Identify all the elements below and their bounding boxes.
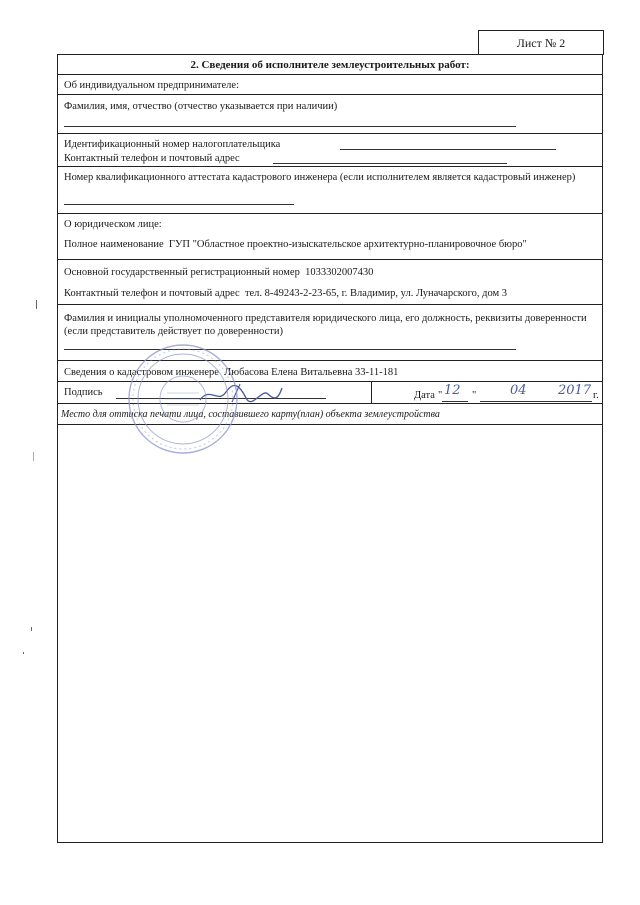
scan-mark [31,627,32,631]
legal-name-row [58,214,602,260]
engineer-value: Любасова Елена Витальевна 33-11-181 [224,367,399,378]
date-quote-close: " [472,390,477,401]
date-label: Дата [414,390,435,401]
section-title: 2. Сведения об исполнителе землеустроительных работ: [190,59,470,71]
section-title-row [58,55,602,75]
legal-ogrn-row [58,260,602,305]
legal-ogrn [64,266,373,279]
individual-contact-label: Контактный телефон и почтовый адрес [64,153,240,164]
sheet-number: Лист № 2 [478,30,604,55]
legal-full-name-value: ГУП "Областное проектно-изыскательское архитектурно-планировочное бюро" [168,239,527,250]
representative-label: Фамилия и инициалы уполномоченного представителя юридического лица, его должность, реквизиты доверенности (если представитель действует по доверенности) [64,313,587,337]
fio-field-line [64,126,516,127]
fio-label: Фамилия, имя, отчество (отчество указывается при наличии) [64,101,338,112]
date-month-value: 04 [510,383,527,398]
ogrn-value: 1033302007430 [305,267,374,278]
individual-heading-row [58,75,602,95]
signature-date-divider [371,382,372,404]
individual-heading: Об индивидуальном предпринимателе: [64,80,239,91]
inn-label: Идентификационный номер налогоплательщика [64,139,281,150]
certificate-label: Номер квалификационного аттестата кадастрового инженера (если исполнителем является кадастровый инженер) [64,172,576,183]
date-year-value: 2017 [558,383,592,398]
date-year-suffix: г. [593,390,599,401]
legal-full-name-label: Полное наименование [64,239,164,250]
date-day-line [442,401,468,402]
legal-contact-value: тел. 8-49243-2-23-65, г. Владимир, ул. Луначарского, дом 3 [244,288,508,299]
scan-mark [36,300,37,309]
date-month-year-line [480,401,592,402]
legal-contact-label: Контактный телефон и почтовый адрес [64,288,240,299]
signature-label: Подпись [64,387,103,398]
ogrn-label: Основной государственный регистрационный номер [64,267,300,278]
inn-contact-row [58,134,602,167]
date-quote-open: " [438,390,443,401]
legal-heading: О юридическом лице: [64,219,162,230]
legal-contact [64,287,507,300]
engineer-label: Сведения о кадастровом инженере [64,367,219,378]
scan-mark [23,652,24,654]
date-day-value: 12 [444,383,461,398]
individual-contact-field-line [273,163,507,164]
scan-mark [33,452,34,461]
round-seal-stamp [127,343,239,455]
certificate-row [58,167,602,214]
stamp-note: Место для оттиска печати лица, составившего карту(план) объекта землеустройства [61,409,440,420]
inn-field-line [340,149,556,150]
fio-row [58,95,602,134]
legal-full-name [64,238,527,251]
certificate-field-line [64,204,294,205]
